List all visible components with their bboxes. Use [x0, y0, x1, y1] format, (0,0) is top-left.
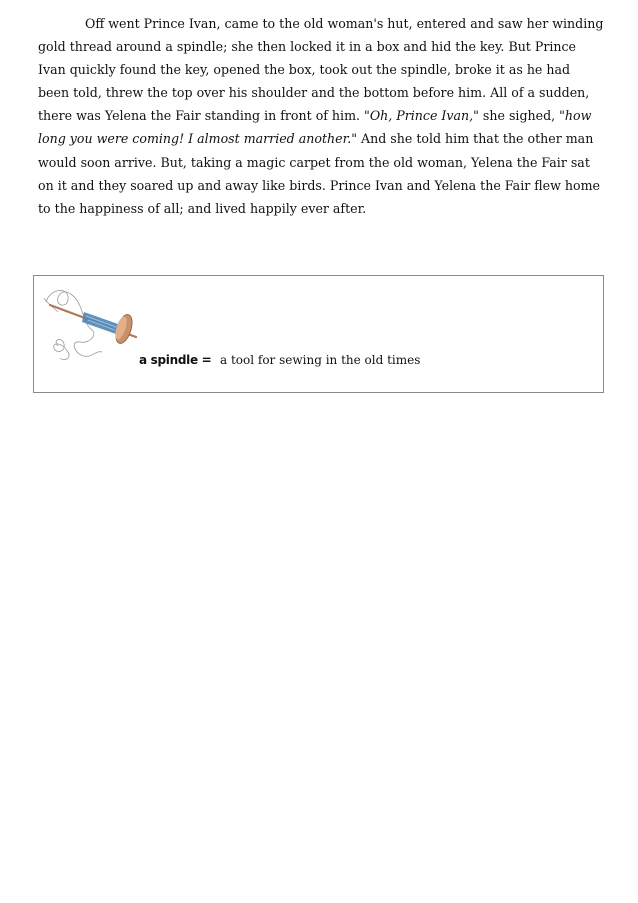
story-part-2: she sighed, [478, 108, 560, 124]
vocabulary-term: a spindle = [139, 353, 212, 367]
story-part-3: And she told him that the other man would soon arrive. But, taking a magic carpet from the old woman, Yelena the Fair sat on it and they soared up and away like birds. Prince Ivan and Yelena the Fair flew home to the happiness of all; and lived happily ever after. [38, 131, 600, 216]
quote-oh-prince-ivan: "Oh, Prince Ivan," [364, 108, 479, 124]
quote-how-long: "how long you were coming! I almost married another." [38, 108, 592, 147]
story-text [38, 12, 604, 220]
story-part-1: Off went Prince Ivan, came to the old woman's hut, entered and saw her winding gold thread around a spindle; she then locked it in a box and hid the key. But Prince Ivan quickly found the key, opened the box, took out the spindle, broke it as he had been told, threw the top over his shoulder and the bottom before him. All of a sudden, there was Yelena the Fair standing in front of him. [38, 16, 604, 124]
vocabulary-box [33, 275, 604, 393]
story-paragraph [38, 12, 604, 220]
vocabulary-definition: a tool for sewing in the old times [220, 353, 421, 367]
